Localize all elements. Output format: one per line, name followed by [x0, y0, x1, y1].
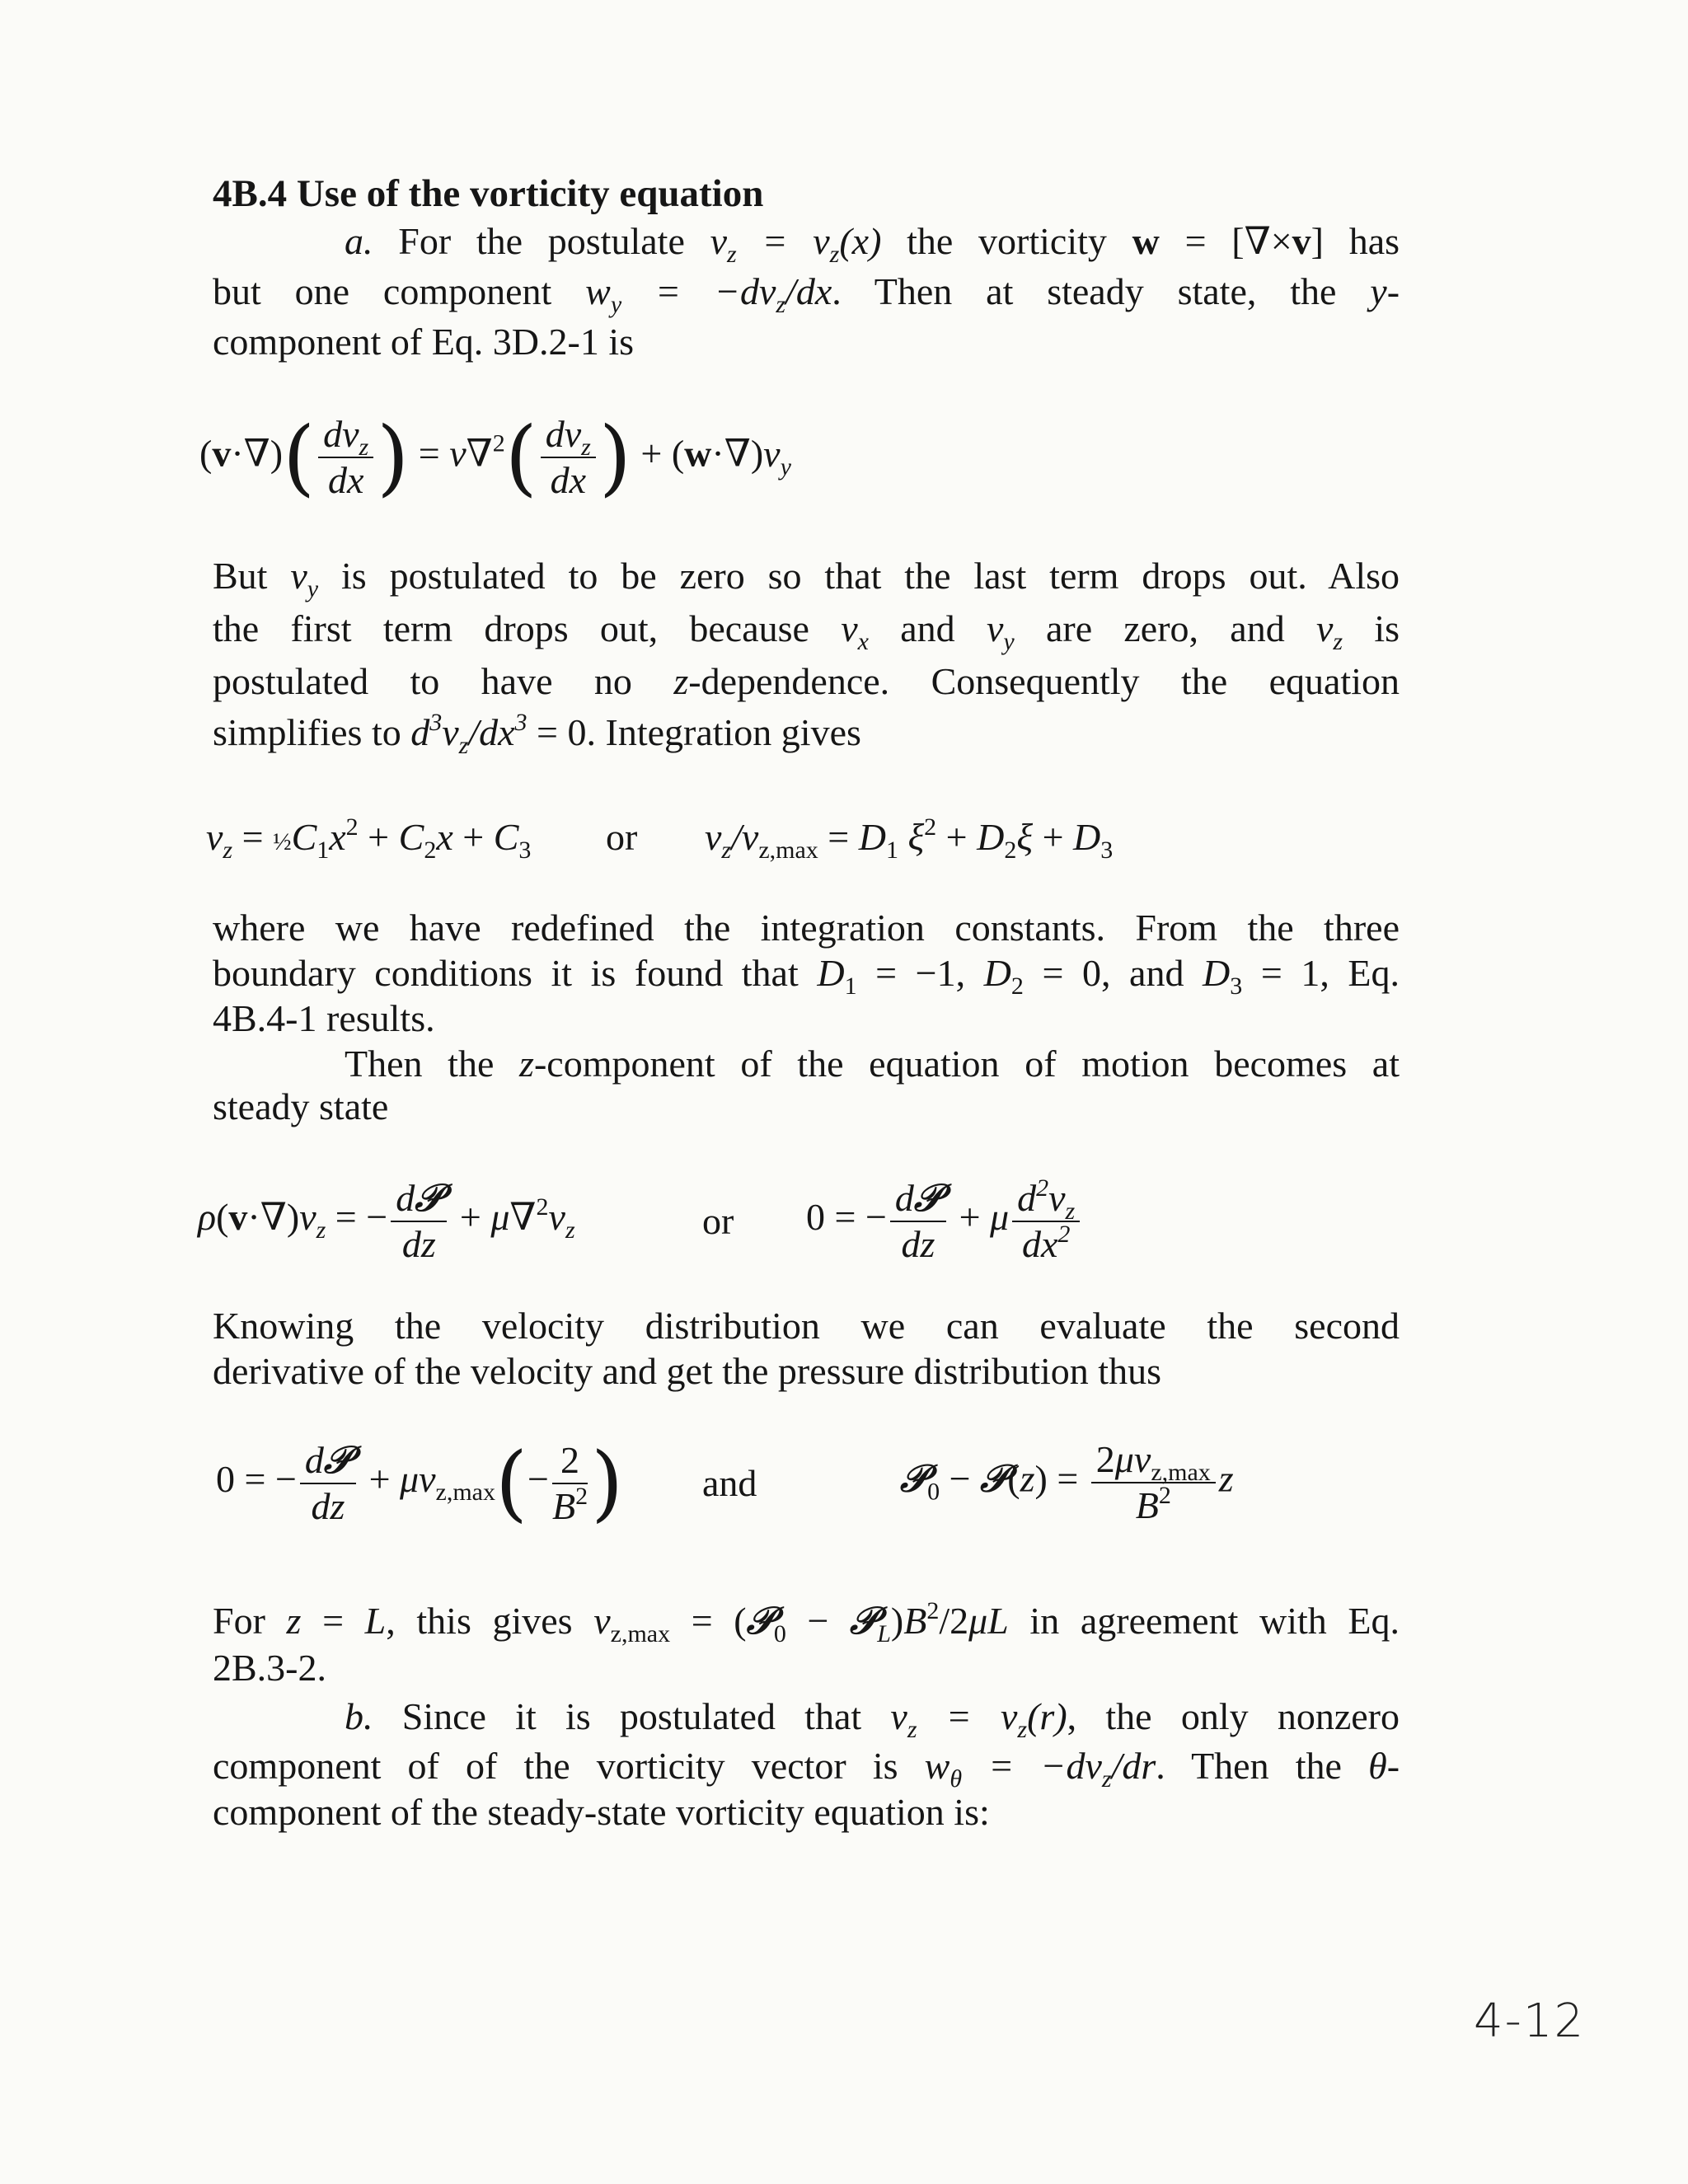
- paragraph-a2-line3: postulated to have no z-dependence. Consequently the equation: [213, 660, 1400, 702]
- paragraph-a3-line3: 4B.4-1 results.: [213, 997, 435, 1039]
- paragraph-a2-line2: the first term drops out, because $v_x$ and $v_y$ are zero, and $v_z$ is: [213, 607, 1400, 655]
- section-heading: 4B.4 Use of the vorticity equation: [213, 172, 764, 215]
- equation-pressure-gradient: 0 = − $\frac{\text{d𝒫}}{dz}$ + $\mu v_{z,max}(-$ $\frac{2}{B^2}$ ): [216, 1434, 624, 1531]
- paragraph-a5: Knowing the velocity distribution we can evaluate the second: [213, 1305, 1400, 1347]
- paragraph-a6: For z = L, this gives $v_{z,max}$ = (𝒫$_0$ − $𝒫_L)B^2/2\mu L$ in agreement with Eq.: [213, 1597, 1400, 1647]
- page-number: 4-12: [1474, 1994, 1586, 2048]
- paragraph-a2-line4: simplifies to $d^3v_z/dx^3 = 0$. Integration gives: [213, 709, 861, 759]
- or-text-1: or: [606, 816, 638, 858]
- equation-integration: $v_z$ = $\frac{1}{2}C_1x^2 + C_2x + C_3$: [206, 813, 532, 864]
- paragraph-a4: Then the z-component of the equation of motion becomes at: [345, 1043, 1400, 1085]
- paragraph-a1-line2: but one component $w_y = -dv_z/dx$. Then at steady state, the y-: [213, 270, 1400, 318]
- paragraph-a2: But $v_y$ is postulated to be zero so that the last term drops out. Also: [213, 555, 1400, 602]
- paragraph-a1-line3: component of Eq. 3D.2-1 is: [213, 321, 635, 363]
- paragraph-a3: where we have redefined the integration constants. From the three: [213, 907, 1400, 949]
- equation-motion-z: $\rho(v\cdot\nabla)v_z$ = − $\frac{\text{d𝒫}}{dz}$ + $\mu\nabla^2v_z$: [198, 1175, 575, 1265]
- paragraph-b1-line2: component of of the vorticity vector is $w_\theta = -dv_z/dr$. Then the θ-: [213, 1745, 1400, 1793]
- paragraph-b1: b. Since it is postulated that $v_z = v_z(r)$, the only nonzero: [345, 1695, 1400, 1743]
- equation-dimensionless: $v_z/v_{z,max} = D_1$ $\xi^2 + D_2\xi + D_3$: [705, 813, 1114, 864]
- equation-pressure-distribution: 𝒫$_0$ − 𝒫(z) = $\frac{2\mu v_{z,max}}{B^2}$ z: [900, 1438, 1234, 1526]
- and-text: and: [702, 1462, 757, 1504]
- paragraph-a4-line2: steady state: [213, 1085, 389, 1127]
- equation-motion-z-simplified: 0 = − $\frac{\text{d𝒫}}{dz}$ + μ $\frac{d^2v_z}{dx^2}$: [806, 1175, 1083, 1267]
- or-text-2: or: [702, 1200, 734, 1242]
- paragraph-a6-line2: 2B.3-2.: [213, 1647, 326, 1689]
- equation-vorticity-y: (v·∇)( $\frac{dv_z}{dx}$ ) = ν∇$^2$( $\frac{dv_z}{dx}$ ) + $(w\cdot\nabla)v_y$: [199, 409, 791, 505]
- paragraph-a3-line2: boundary conditions it is found that $D_1 = -1$, $D_2 = 0$, and $D_3 = 1$, Eq.: [213, 952, 1400, 1000]
- paragraph-a5-line2: derivative of the velocity and get the pressure distribution thus: [213, 1350, 1161, 1392]
- paragraph-a1: a. For the postulate $v_z = v_z(x)$ the vorticity w = [∇×v] has: [345, 220, 1400, 268]
- paragraph-b1-line3: component of the steady-state vorticity equation is:: [213, 1791, 990, 1833]
